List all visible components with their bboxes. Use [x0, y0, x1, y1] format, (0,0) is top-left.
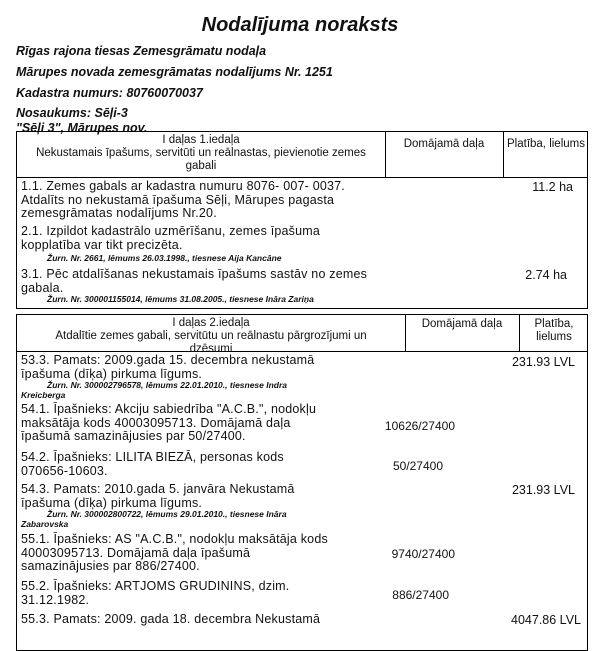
entry-text: 54.1. Īpašnieks: Akciju sabiedrība "A.C.B.", nodokļu maksātāja kods 40003095713. Domājamā daļa īpašumā samazinājusies par 50/27400. — [21, 402, 317, 443]
section2-header-area: Platība, lielums — [534, 318, 574, 343]
entry-area: 2.74 ha — [525, 268, 567, 282]
entry-amount: 231.93 LVL — [511, 483, 575, 497]
section1-header-area: Platība, lielums — [507, 138, 585, 150]
entry-text: 54.3. Pamats: 2010.gada 5. janvāra Nekustamā īpašuma (dīķa) pirkuma līgums. — [21, 482, 295, 510]
section1-header-divider — [385, 132, 386, 177]
entry-reference: Žurn. Nr. 2661, lēmums 26.03.1998., tiesnese Aija Kancāne — [47, 253, 282, 263]
property-address: "Sēļi 3", Mārupes nov. — [16, 121, 148, 135]
entry-text: 1.1. Zemes gabals ar kadastra numuru 8076- 007- 0037. Atdalīts no nekustamā īpašuma Sēļi, Mārupes pagasta zemesgrāmatas nodalījums Nr.20. — [21, 179, 345, 220]
entry-reference: Žurn. Nr. 300002796578, lēmums 22.01.2010., tiesnese Indra — [47, 380, 288, 390]
section2-header — [17, 315, 587, 355]
entry-reference: Žurn. Nr. 300001155014, lēmums 31.08.2005., tiesnese Ināra Zariņa — [47, 294, 314, 304]
section2-table — [16, 314, 588, 651]
section2-body — [17, 352, 587, 650]
entry-reference: Žurn. Nr. 300002800722, lēmums 29.01.2010., tiesnese Ināra — [47, 509, 287, 519]
section2-header-title: I daļas 2.iedaļa Atdalītie zemes gabali, servitūtu un reālnastu pārgrozījumi un dzēsumi — [55, 317, 367, 355]
entry-share: 886/27400 — [392, 588, 449, 602]
entry-share: 10626/27400 — [384, 419, 455, 433]
entry-text: 54.2. Īpašnieks: LILITA BIEZĀ, personas kods 070656-10603. — [21, 450, 284, 478]
section2-header-divider — [519, 315, 520, 351]
division-number: Mārupes novada zemesgrāmatas nodalījums Nr. 1251 — [16, 65, 333, 79]
section2-header-share: Domājamā daļa — [421, 318, 503, 330]
entry-text: 3.1. Pēc atdalīšanas nekustamais īpašums sastāv no zemes gabala. — [21, 267, 368, 295]
entry-text: 53.3. Pamats: 2009.gada 15. decembra nekustamā īpašuma (dīķa) pirkuma līgums. — [21, 353, 315, 381]
entry-share: 50/27400 — [392, 459, 443, 473]
entry-text: 55.3. Pamats: 2009. gada 18. decembra Nekustamā — [21, 612, 321, 626]
entry-text: 55.1. Īpašnieks: AS "A.C.B.", nodokļu maksātāja kods 40003095713. Domājamā daļa īpašumā samazinājusies par 886/27400. — [21, 532, 328, 573]
section1-header-divider — [503, 132, 504, 177]
entry-reference-cont: Kreicberga — [21, 390, 66, 400]
property-name: Nosaukums: Sēļi-3 — [16, 106, 128, 120]
entry-area: 11.2 ha — [532, 180, 573, 194]
entry-text: 55.2. Īpašnieks: ARTJOMS GRUDININS, dzim. 31.12.1982. — [21, 579, 290, 607]
section2-header-divider — [405, 315, 406, 351]
section1-header-title: I daļas 1.iedaļa Nekustamais īpašums, servitūti un reālnastas, pievienotie zemes gabali — [36, 134, 366, 172]
section1-body — [17, 178, 587, 308]
entry-amount: 4047.86 LVL — [511, 613, 581, 627]
cadastre-number: Kadastra numurs: 80760070037 — [16, 86, 203, 100]
entry-share: 9740/27400 — [391, 547, 455, 561]
section1-header-share: Domājamā daļa — [403, 138, 485, 150]
entry-reference-cont: Zabarovska — [21, 519, 69, 529]
section1-table — [16, 131, 588, 309]
entry-text: 2.1. Izpildot kadastrālo uzmērīšanu, zemes īpašuma kopplatība var tikt precizēta. — [21, 224, 321, 252]
section1-header — [17, 132, 587, 178]
document-title: Nodalījuma noraksts — [201, 14, 399, 36]
entry-amount: 231.93 LVL — [511, 355, 575, 369]
court-name: Rīgas rajona tiesas Zemesgrāmatu nodaļa — [16, 44, 267, 58]
